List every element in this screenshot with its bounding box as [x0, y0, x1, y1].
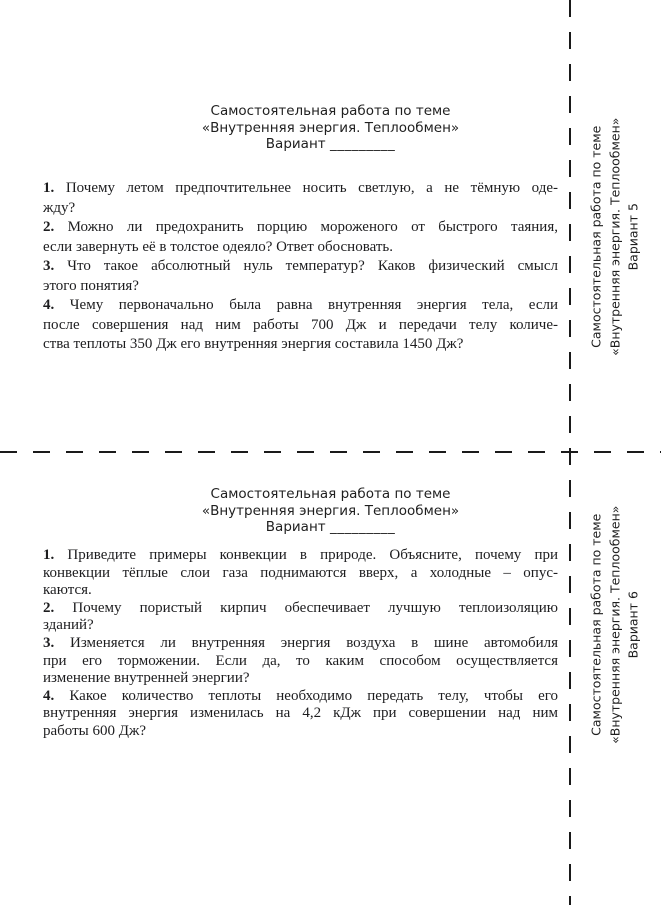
- margin-variant-number: Вариант 6: [625, 591, 641, 659]
- question-number: 4.: [43, 297, 55, 313]
- margin-label-variant-5: [569, 117, 661, 357]
- margin-variant-number: Вариант 5: [625, 203, 641, 271]
- question-3-line-1: [43, 257, 558, 277]
- question-text: Можно ли предохранить порцию мороженого от быстрого таяния,: [67, 219, 558, 235]
- question-1-line-1: [43, 547, 558, 565]
- question-text: Приведите примеры конвекции в природе. Объясните, почему при: [67, 547, 559, 563]
- question-1-line-1: [43, 179, 558, 199]
- question-2-line-1: [43, 218, 558, 238]
- question-text: Почему пористый кирпич обеспечивает лучшую теплоизоляцию: [72, 599, 558, 616]
- question-4-line-1: [43, 688, 558, 706]
- question-number: 3.: [43, 258, 55, 274]
- question-number: 4.: [43, 687, 55, 704]
- worksheet-header: [0, 103, 661, 153]
- question-1-line-2: конвекции тёплые слои газа поднимаются вверх, а холодные – опус-: [43, 564, 558, 581]
- variant-label: Вариант: [265, 136, 326, 152]
- question-text: Чему первоначально была равна внутренняя энергия тела, если: [69, 297, 559, 313]
- question-text: Что такое абсолютный нуль температур? Каков физический смысл: [67, 258, 558, 274]
- question-2-line-1: [43, 600, 558, 618]
- question-2-line-2: если завернуть её в толстое одеяло? Ответ обосновать.: [43, 238, 393, 255]
- question-4-line-1: [43, 296, 558, 316]
- question-number: 2.: [43, 599, 55, 616]
- question-3-line-2: при его торможении. Если да, то каким способом осуществляется: [43, 652, 558, 669]
- margin-title-line1: Самостоятельная работа по теме: [588, 513, 604, 737]
- variant-label: Вариант: [265, 519, 326, 535]
- margin-label-variant-6: [569, 505, 661, 745]
- question-4-line-2: внутренняя энергия изменилась на 4,2 кДж при совершении над ним: [43, 705, 558, 722]
- question-text: Изменяется ли внутренняя энергия воздуха в шине автомобиля: [70, 634, 559, 651]
- question-4-line-3: ства теплоты 350 Дж его внутренняя энергия составила 1450 Дж?: [43, 336, 464, 352]
- worksheet-header: [0, 486, 661, 536]
- margin-title-line2: «Внутренняя энергия. Теплообмен»: [606, 117, 622, 357]
- question-list: [43, 179, 558, 355]
- variant-line: [0, 519, 661, 536]
- worksheet-title-line2: «Внутренняя энергия. Теплообмен»: [201, 502, 460, 519]
- variant-blank-line: _________: [329, 519, 396, 535]
- question-text: Какое количество теплоты необходимо передать телу, чтобы его: [69, 687, 559, 704]
- worksheet-title-line1: Самостоятельная работа по теме: [210, 103, 451, 119]
- margin-label-text: [587, 118, 643, 356]
- question-number: 3.: [43, 634, 55, 651]
- worksheet-section-variant-6: [0, 452, 661, 905]
- margin-title-line2: «Внутренняя энергия. Теплообмен»: [606, 505, 622, 745]
- question-number: 2.: [43, 219, 55, 235]
- question-2-line-2: зданий?: [43, 617, 94, 634]
- margin-label-text: [587, 506, 643, 744]
- worksheet-title-line1: Самостоятельная работа по теме: [210, 486, 451, 502]
- question-list: [43, 547, 558, 741]
- worksheet-section-variant-5: [0, 0, 661, 452]
- worksheet-title-line2: «Внутренняя энергия. Теплообмен»: [201, 119, 460, 136]
- question-text: Почему летом предпочтительнее носить светлую, а не тёмную оде-: [65, 180, 559, 196]
- question-1-line-3: каются.: [43, 582, 92, 599]
- question-4-line-3: работы 600 Дж?: [43, 722, 146, 739]
- question-1-line-2: жду?: [43, 199, 76, 216]
- variant-blank-line: _________: [329, 136, 396, 152]
- question-4-line-2: после совершения над ним работы 700 Дж и передачи телу количе-: [43, 316, 558, 333]
- variant-line: [0, 136, 661, 153]
- question-3-line-1: [43, 635, 558, 653]
- margin-title-line1: Самостоятельная работа по теме: [588, 125, 604, 349]
- question-number: 1.: [43, 180, 55, 196]
- question-number: 1.: [43, 547, 55, 563]
- question-3-line-2: этого понятия?: [43, 277, 139, 294]
- question-3-line-3: изменение внутренней энергии?: [43, 670, 250, 687]
